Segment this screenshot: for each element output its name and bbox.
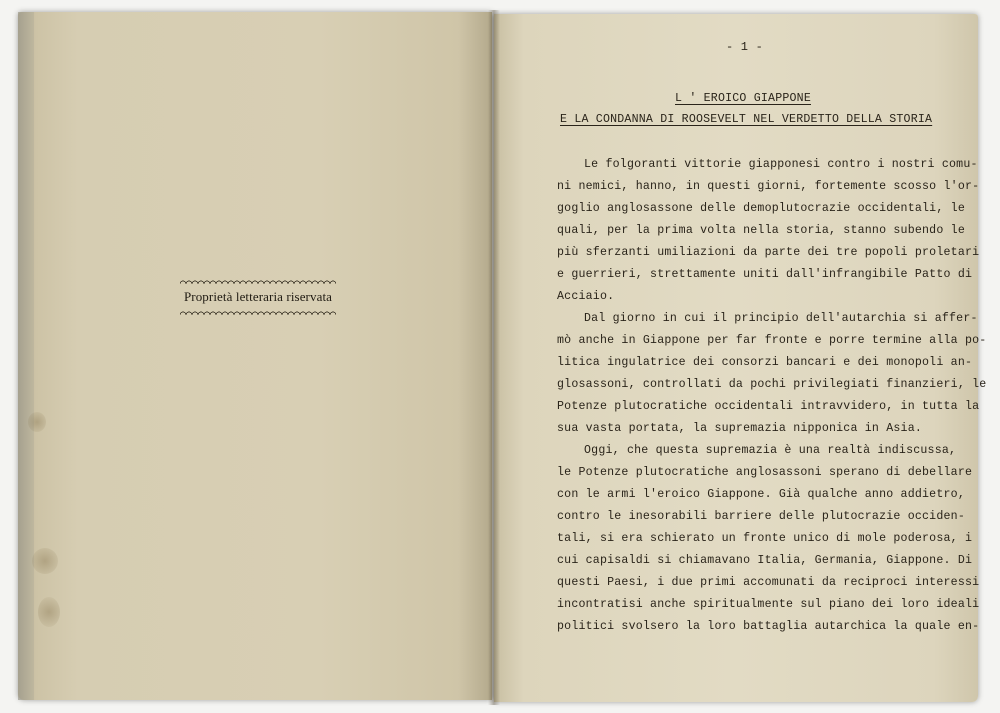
stain (38, 597, 60, 627)
text-line: ni nemici, hanno, in questi giorni, fortemente scosso l'or- (557, 180, 980, 193)
text-line: Oggi, che questa supremazia è una realtà indiscussa, (584, 444, 957, 457)
stain (32, 548, 58, 574)
text-line: litica ingulatrice dei consorzi bancari e dei monopoli an- (557, 356, 973, 369)
page-number: - 1 - (726, 40, 764, 54)
wavy-rule-top (180, 278, 336, 284)
text-line: questi Paesi, i due primi accomunati da reciproci interessi (557, 576, 980, 589)
text-line: tali, si era schierato un fronte unico di mole poderosa, i (557, 532, 973, 545)
text-line: Le folgoranti vittorie giapponesi contro i nostri comu- (584, 158, 978, 171)
copyright-notice-text: Proprietà letteraria riservata (183, 289, 333, 304)
text-line: glosassoni, controllati da pochi privilegiati finanzieri, le (557, 378, 987, 391)
text-line: quali, per la prima volta nella storia, stanno subendo le (557, 224, 965, 237)
book-gutter (488, 10, 500, 705)
text-line: Potenze plutocratiche occidentali intravvidero, in tutta la (557, 400, 980, 413)
text-line: Acciaio. (557, 290, 615, 303)
left-page (18, 12, 492, 700)
text-line: più sferzanti umiliazioni da parte dei tre popoli proletari (557, 246, 980, 259)
stain (28, 412, 46, 432)
text-line: con le armi l'eroico Giappone. Già qualche anno addietro, (557, 488, 965, 501)
wavy-rule-bottom (180, 309, 336, 315)
text-line: incontratisi anche spiritualmente sul piano dei loro ideali (557, 598, 980, 611)
text-line: mò anche in Giappone per far fronte e porre termine alla po- (557, 334, 987, 347)
copyright-notice (180, 278, 336, 315)
chapter-title-line-1: L ' EROICO GIAPPONE (675, 92, 811, 105)
text-line: e guerrieri, strettamente uniti dall'infrangibile Patto di (557, 268, 973, 281)
text-line: Dal giorno in cui il principio dell'autarchia si affer- (584, 312, 978, 325)
text-line: sua vasta portata, la supremazia nipponica in Asia. (557, 422, 923, 435)
chapter-title-line-2: E LA CONDANNA DI ROOSEVELT NEL VERDETTO DELLA STORIA (560, 113, 933, 126)
text-line: cui capisaldi si chiamavano Italia, Germania, Giappone. Di (557, 554, 973, 567)
text-line: contro le inesorabili barriere delle plutocrazie occiden- (557, 510, 965, 523)
text-line: politici svolsero la loro battaglia autarchica la quale en- (557, 620, 980, 633)
text-line: goglio anglosassone delle demoplutocrazie occidentali, le (557, 202, 965, 215)
text-line: le Potenze plutocratiche anglosassoni sperano di debellare (557, 466, 973, 479)
